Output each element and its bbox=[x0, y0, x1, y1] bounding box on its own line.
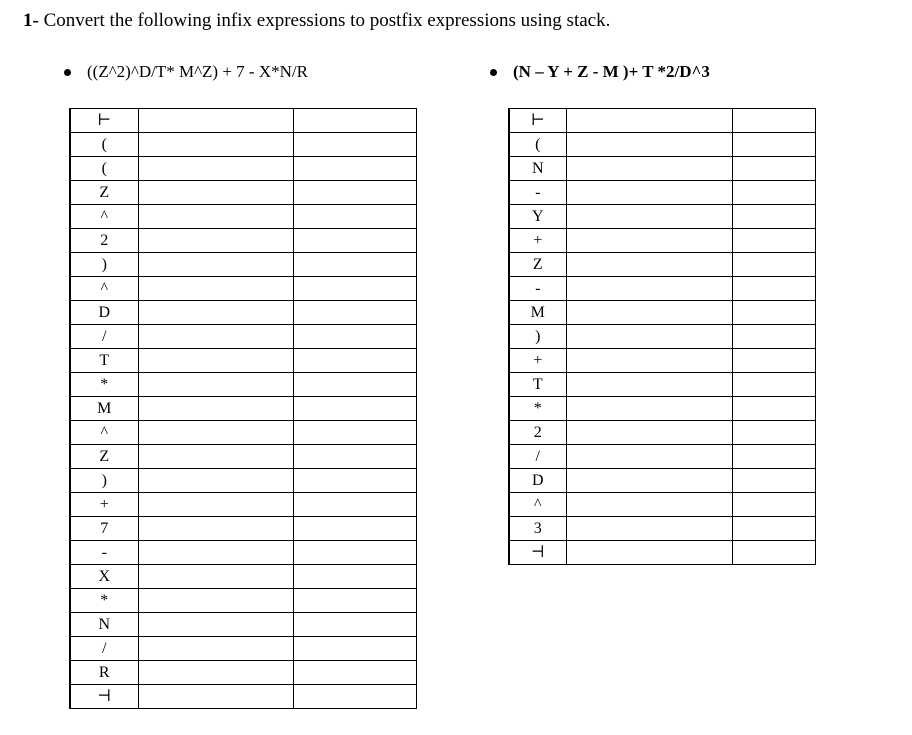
stack-cell[interactable] bbox=[566, 109, 732, 133]
output-cell[interactable] bbox=[293, 397, 416, 421]
token-cell: * bbox=[70, 589, 138, 613]
output-cell[interactable] bbox=[732, 109, 815, 133]
stack-cell[interactable] bbox=[138, 253, 293, 277]
output-cell[interactable] bbox=[293, 589, 416, 613]
stack-cell[interactable] bbox=[566, 133, 732, 157]
table-row bbox=[509, 301, 815, 325]
token-cell: Z bbox=[70, 181, 138, 205]
token-cell: 7 bbox=[70, 517, 138, 541]
stack-cell[interactable] bbox=[566, 157, 732, 181]
stack-cell[interactable] bbox=[138, 517, 293, 541]
output-cell[interactable] bbox=[293, 469, 416, 493]
output-cell[interactable] bbox=[293, 565, 416, 589]
stack-cell[interactable] bbox=[138, 373, 293, 397]
stack-cell[interactable] bbox=[566, 325, 732, 349]
output-cell[interactable] bbox=[293, 133, 416, 157]
stack-cell[interactable] bbox=[566, 397, 732, 421]
output-cell[interactable] bbox=[732, 469, 815, 493]
stack-cell[interactable] bbox=[138, 133, 293, 157]
table-row bbox=[509, 373, 815, 397]
stack-cell[interactable] bbox=[566, 253, 732, 277]
output-cell[interactable] bbox=[732, 229, 815, 253]
table-row bbox=[70, 541, 416, 565]
output-cell[interactable] bbox=[293, 493, 416, 517]
table-row bbox=[70, 517, 416, 541]
expression-1 bbox=[64, 62, 308, 82]
token-cell: ⊣ bbox=[70, 685, 138, 709]
output-cell[interactable] bbox=[732, 205, 815, 229]
stack-cell[interactable] bbox=[566, 373, 732, 397]
token-cell: X bbox=[70, 565, 138, 589]
token-cell: T bbox=[70, 349, 138, 373]
table-row bbox=[509, 397, 815, 421]
table-row bbox=[509, 421, 815, 445]
table-row bbox=[509, 229, 815, 253]
table-row bbox=[70, 661, 416, 685]
output-cell[interactable] bbox=[293, 421, 416, 445]
bullet-icon bbox=[490, 69, 497, 76]
stack-cell[interactable] bbox=[138, 589, 293, 613]
token-cell: ) bbox=[509, 325, 566, 349]
token-cell: ( bbox=[70, 157, 138, 181]
table-row bbox=[509, 469, 815, 493]
token-cell: 2 bbox=[70, 229, 138, 253]
output-cell[interactable] bbox=[732, 445, 815, 469]
output-cell[interactable] bbox=[732, 133, 815, 157]
stack-cell[interactable] bbox=[138, 181, 293, 205]
table-row bbox=[70, 229, 416, 253]
output-cell[interactable] bbox=[732, 181, 815, 205]
output-cell[interactable] bbox=[293, 253, 416, 277]
expression-1-text: ((Z^2)^D/T* M^Z) + 7 - X*N/R bbox=[87, 62, 308, 81]
table-row bbox=[70, 325, 416, 349]
output-cell[interactable] bbox=[732, 397, 815, 421]
token-cell: N bbox=[509, 157, 566, 181]
token-cell: / bbox=[70, 637, 138, 661]
output-cell[interactable] bbox=[293, 181, 416, 205]
stack-cell[interactable] bbox=[566, 277, 732, 301]
token-cell: - bbox=[509, 181, 566, 205]
stack-cell[interactable] bbox=[566, 493, 732, 517]
token-cell: ^ bbox=[70, 205, 138, 229]
output-cell[interactable] bbox=[732, 157, 815, 181]
question-text: Convert the following infix expressions to postfix expressions using stack. bbox=[43, 10, 611, 31]
token-cell: ) bbox=[70, 253, 138, 277]
token-cell: Y bbox=[509, 205, 566, 229]
table-row bbox=[70, 613, 416, 637]
output-cell[interactable] bbox=[293, 109, 416, 133]
output-cell[interactable] bbox=[293, 205, 416, 229]
table-row bbox=[70, 469, 416, 493]
stack-cell[interactable] bbox=[138, 109, 293, 133]
bullet-icon bbox=[64, 69, 71, 76]
output-cell[interactable] bbox=[732, 421, 815, 445]
token-cell: T bbox=[509, 373, 566, 397]
output-cell[interactable] bbox=[732, 301, 815, 325]
stack-cell[interactable] bbox=[138, 469, 293, 493]
stack-cell[interactable] bbox=[138, 685, 293, 709]
token-cell: D bbox=[509, 469, 566, 493]
output-cell[interactable] bbox=[732, 253, 815, 277]
token-cell: ( bbox=[509, 133, 566, 157]
table-row bbox=[70, 301, 416, 325]
output-cell[interactable] bbox=[293, 685, 416, 709]
token-cell: M bbox=[70, 397, 138, 421]
table-row bbox=[509, 277, 815, 301]
stack-cell[interactable] bbox=[138, 157, 293, 181]
stack-cell[interactable] bbox=[566, 349, 732, 373]
output-cell[interactable] bbox=[293, 445, 416, 469]
stack-cell[interactable] bbox=[138, 349, 293, 373]
table-row bbox=[70, 373, 416, 397]
output-cell[interactable] bbox=[293, 325, 416, 349]
table-row bbox=[509, 325, 815, 349]
token-cell: + bbox=[70, 493, 138, 517]
table-row bbox=[509, 349, 815, 373]
output-cell[interactable] bbox=[293, 637, 416, 661]
stack-cell[interactable] bbox=[566, 421, 732, 445]
question-heading bbox=[23, 10, 610, 32]
output-cell[interactable] bbox=[293, 157, 416, 181]
token-cell: ( bbox=[70, 133, 138, 157]
token-cell: 3 bbox=[509, 517, 566, 541]
token-cell: + bbox=[509, 349, 566, 373]
output-cell[interactable] bbox=[293, 517, 416, 541]
token-cell: / bbox=[509, 445, 566, 469]
output-cell[interactable] bbox=[732, 373, 815, 397]
token-cell: * bbox=[509, 397, 566, 421]
stack-cell[interactable] bbox=[566, 517, 732, 541]
question-number: 1- bbox=[23, 10, 39, 31]
token-cell: ) bbox=[70, 469, 138, 493]
table-row bbox=[70, 589, 416, 613]
table-row bbox=[509, 253, 815, 277]
output-cell[interactable] bbox=[293, 229, 416, 253]
token-cell: 2 bbox=[509, 421, 566, 445]
stack-cell[interactable] bbox=[138, 229, 293, 253]
stack-cell[interactable] bbox=[138, 613, 293, 637]
stack-cell[interactable] bbox=[138, 445, 293, 469]
stack-cell[interactable] bbox=[138, 493, 293, 517]
table-row bbox=[509, 133, 815, 157]
output-cell[interactable] bbox=[293, 661, 416, 685]
table-row bbox=[509, 181, 815, 205]
table-row bbox=[509, 445, 815, 469]
table-row bbox=[70, 445, 416, 469]
token-cell: ^ bbox=[70, 421, 138, 445]
token-cell: ⊣ bbox=[509, 541, 566, 565]
output-cell[interactable] bbox=[732, 277, 815, 301]
table-row bbox=[509, 157, 815, 181]
output-cell[interactable] bbox=[293, 277, 416, 301]
table-row bbox=[70, 565, 416, 589]
output-cell[interactable] bbox=[732, 493, 815, 517]
table-row bbox=[70, 493, 416, 517]
stack-cell[interactable] bbox=[138, 541, 293, 565]
output-cell[interactable] bbox=[293, 301, 416, 325]
stack-cell[interactable] bbox=[566, 469, 732, 493]
stack-cell[interactable] bbox=[138, 421, 293, 445]
output-cell[interactable] bbox=[732, 541, 815, 565]
stack-cell[interactable] bbox=[138, 565, 293, 589]
token-cell: R bbox=[70, 661, 138, 685]
expression-2-text: (N – Y + Z - M )+ T *2/D^3 bbox=[513, 62, 710, 81]
table-row bbox=[70, 421, 416, 445]
expression-2 bbox=[490, 62, 710, 82]
table-row bbox=[70, 157, 416, 181]
token-cell: Z bbox=[70, 445, 138, 469]
table-row bbox=[70, 277, 416, 301]
table-row bbox=[70, 349, 416, 373]
table-row bbox=[70, 133, 416, 157]
token-cell: ^ bbox=[509, 493, 566, 517]
table-row bbox=[70, 397, 416, 421]
output-cell[interactable] bbox=[293, 541, 416, 565]
stack-table-1 bbox=[69, 108, 417, 709]
stack-cell[interactable] bbox=[566, 181, 732, 205]
stack-cell[interactable] bbox=[138, 325, 293, 349]
token-cell: / bbox=[70, 325, 138, 349]
table-row bbox=[70, 109, 416, 133]
output-cell[interactable] bbox=[732, 349, 815, 373]
token-cell: * bbox=[70, 373, 138, 397]
table-row bbox=[509, 493, 815, 517]
token-cell: ^ bbox=[70, 277, 138, 301]
table-row bbox=[70, 637, 416, 661]
stack-cell[interactable] bbox=[138, 397, 293, 421]
token-cell: M bbox=[509, 301, 566, 325]
stack-cell[interactable] bbox=[566, 445, 732, 469]
stack-cell[interactable] bbox=[566, 229, 732, 253]
stack-cell[interactable] bbox=[566, 541, 732, 565]
token-cell: - bbox=[70, 541, 138, 565]
token-cell: Z bbox=[509, 253, 566, 277]
table-row bbox=[509, 205, 815, 229]
output-cell[interactable] bbox=[293, 613, 416, 637]
token-cell: N bbox=[70, 613, 138, 637]
output-cell[interactable] bbox=[732, 517, 815, 541]
stack-cell[interactable] bbox=[138, 301, 293, 325]
token-cell: D bbox=[70, 301, 138, 325]
stack-cell[interactable] bbox=[138, 637, 293, 661]
stack-cell[interactable] bbox=[138, 277, 293, 301]
output-cell[interactable] bbox=[293, 349, 416, 373]
stack-cell[interactable] bbox=[138, 205, 293, 229]
output-cell[interactable] bbox=[293, 373, 416, 397]
table-row bbox=[70, 181, 416, 205]
table-row bbox=[70, 205, 416, 229]
stack-cell[interactable] bbox=[566, 205, 732, 229]
table-row bbox=[70, 253, 416, 277]
token-cell: ⊢ bbox=[70, 109, 138, 133]
table-row bbox=[509, 541, 815, 565]
output-cell[interactable] bbox=[732, 325, 815, 349]
table-row bbox=[509, 517, 815, 541]
token-cell: ⊢ bbox=[509, 109, 566, 133]
table-row bbox=[70, 685, 416, 709]
token-cell: + bbox=[509, 229, 566, 253]
table-row bbox=[509, 109, 815, 133]
stack-table-2 bbox=[508, 108, 816, 565]
stack-cell[interactable] bbox=[566, 301, 732, 325]
stack-cell[interactable] bbox=[138, 661, 293, 685]
token-cell: - bbox=[509, 277, 566, 301]
